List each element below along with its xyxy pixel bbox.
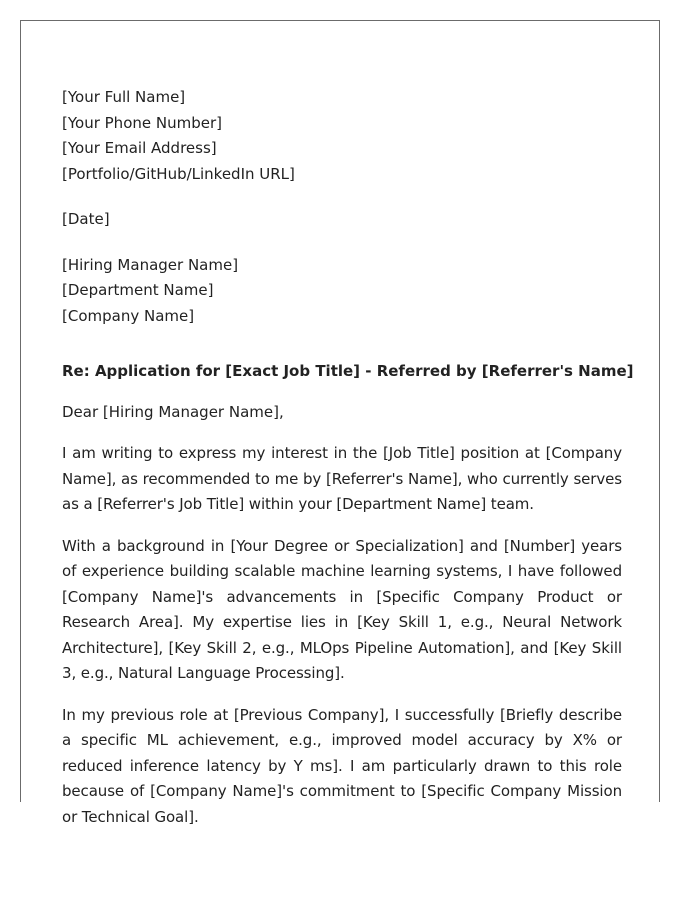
body-paragraph-background: With a background in [Your Degree or Specialization] and [Number] years of experience building scalable machine learning systems, I have followed [Company Name]'s advancements in [Specific Company Product or Research Area]. My expertise lies in [Key Skill 1, e.g., Neural Network Architecture], [Key Skill 2, e.g., MLOps Pipeline Automation], and [Key Skill 3, e.g., Natural Language Processing].: [62, 536, 622, 682]
body-paragraph-experience: In my previous role at [Previous Company], I successfully [Briefly describe a specific ML achievement, e.g., improved model accuracy by X% or reduced inference latency by Y ms]. I am particularly drawn to this role because of [Company Name]'s commitment to [Specific Company Mission or Technical Goal].: [62, 705, 622, 826]
sender-email: [Your Email Address]: [62, 139, 217, 157]
recipient-manager-name: [Hiring Manager Name]: [62, 255, 239, 274]
sender-url: [Portfolio/GitHub/LinkedIn URL]: [62, 164, 295, 183]
body-paragraph-intro: I am writing to express my interest in the [Job Title] position at [Company Name], as recommended to me by [Referrer's Name], who currently serves as a [Referrer's Job Title] within your [Department Name] team.: [62, 444, 622, 513]
subject-line: Re: Application for [Exact Job Title] - Referred by [Referrer's Name]: [62, 362, 634, 380]
sender-phone: [Your Phone Number]: [62, 113, 222, 132]
letter-page: [20, 20, 660, 826]
recipient-department: [Department Name]: [62, 281, 214, 299]
letter-date: [Date]: [62, 210, 110, 228]
salutation: Dear [Hiring Manager Name],: [62, 402, 284, 421]
recipient-company: [Company Name]: [62, 306, 195, 325]
sender-full-name: [Your Full Name]: [62, 88, 186, 106]
letter-body: [62, 85, 634, 846]
sender-block: [62, 85, 622, 187]
recipient-block: [62, 253, 622, 330]
